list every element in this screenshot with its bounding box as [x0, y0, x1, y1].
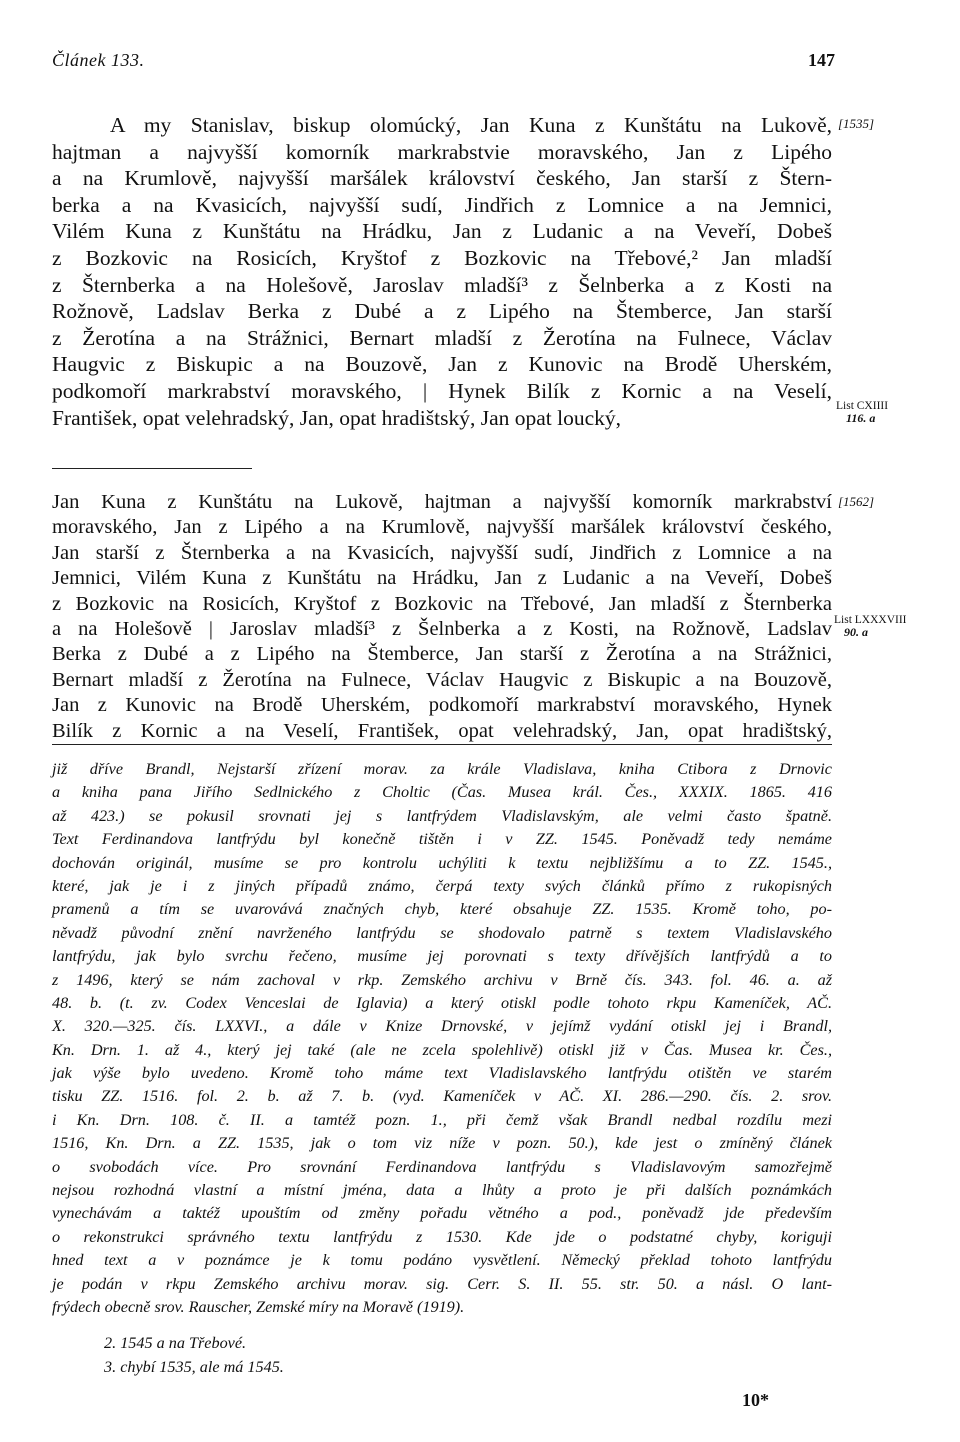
margin-list-sub: 90. a — [844, 625, 868, 639]
text-line: Vilém Kuna z Kunštátu na Hrádku, Jan z Ludanic a na Veveří, Dobeš — [52, 219, 832, 244]
note-line: dochován originál, musíme se pro kontrolu uchýliti k textu nejbližšímu a to ZZ. 1545., — [52, 853, 832, 872]
margin-list-roman: LXXXVIII — [854, 614, 907, 626]
note-line: o rekonstrukci správného textu lantfrýdu z 1530. Kde jde o podstatné chyby, koriguji — [52, 1227, 832, 1246]
note-line: 48. b. (t. zv. Codex Venceslai de Iglavia) a který otiskl podle tohoto rkpu Kameníček, AČ. — [52, 993, 832, 1012]
note-line: frýdech obecně srov. Rauscher, Zemské míry na Moravě (1919). — [52, 1297, 465, 1316]
text-line: Jan starší z Šternberka a na Kvasicích, najvyšší sudí, Jindřich z Lomnice a na — [52, 541, 832, 564]
page-number: 147 — [808, 50, 835, 70]
note-line: o svobodách více. Pro srovnání Ferdinandova lantfrýdu s Vladislavovým samozřejmě — [52, 1157, 832, 1176]
note-line: X. 320.—325. čís. LXXVI., a dále v Knize Drnovské, v jejímž vydání otiskl jej i Brandl, — [52, 1017, 832, 1036]
signature-mark: 10* — [742, 1390, 769, 1410]
note-line: jak výše bylo uvedeno. Kromě toho máme text Vladislavského lantfrýdu otištěn ve starém — [52, 1064, 832, 1083]
note-line: které, jak je i z jiných případů známo, čerpá texty svých článků přímo z rukopisných — [52, 876, 832, 895]
note-line: Text Ferdinandova lantfrýdu byl konečně tištěn i v ZZ. 1545. Poněvadž tedy nemáme — [52, 830, 832, 849]
text-line: Jemnici, Vilém Kuna z Kunštátu na Hrádku, Jan z Ludanic a na Veveří, Dobeš — [52, 567, 832, 590]
paragraph-2 — [52, 490, 832, 744]
text-line: berka a na Kvasicích, najvyšší sudí, Jindřich z Lomnice a na Jemnici, — [52, 192, 832, 217]
text-line: Jan Kuna z Kunštátu na Lukově, hajtman a najvyšší komorník markrabství — [52, 491, 832, 513]
text-line: a na Holešově | Jaroslav mladší³ z Šelnberka a z Kosti, na Rožnově, Ladslav — [52, 617, 832, 640]
note-line: z 1496, který se nám zachoval v rkp. Zemského archivu v Brně čís. 343. fol. 46. a. až — [52, 970, 832, 989]
note-line: i Kn. Drn. 108. č. II. a tamtéž pozn. 1., při čemž však Brandl nedbal rozdílu mezi — [52, 1110, 832, 1129]
note-line: pramenů a tím se uvarovává značných chyb, které obsahuje ZZ. 1535. Kromě toho, po- — [52, 900, 832, 919]
note-line: lantfrýdu, jak bylo svrchu řečeno, musíme jej porovnati s texty dřívějších lantfrýdů a to — [52, 947, 832, 966]
text-line: a na Krumlově, najvyšší maršálek království českého, Jan starší z Štern- — [52, 166, 832, 191]
margin-folio-reference — [836, 400, 888, 424]
text-line: Jan z Kunovic na Brodě Uherském, podkomoří markrabství moravského, Hynek — [52, 694, 832, 717]
note-line: Kn. Drn. 1. až 4., který jej také (ale ne zcela spolehlivě) otiskl již v Čas. Musea kr. Čes., — [52, 1040, 832, 1059]
text-line: z Bozkovic na Rosicích, Kryštof z Bozkovic na Třebové, Jan mladší z Šternberka — [52, 592, 832, 615]
note-line: již dříve Brandl, Nejstarší zřízení morav. za krále Vladislava, kniha Ctibora z Drnovic — [52, 760, 832, 778]
margin-list-label: List — [834, 614, 852, 626]
text-line: A my Stanislav, biskup olomúcký, Jan Kuna z Kunštátu na Lukově, — [110, 113, 832, 137]
footnote-3: 3. chybí 1535, ale má 1545. — [104, 1358, 284, 1376]
margin-year: [1562] — [838, 494, 875, 509]
footnote-divider — [52, 744, 832, 745]
margin-list-roman: CXIIII — [856, 400, 889, 412]
paragraph-1 — [52, 112, 832, 431]
note-line: hned text a v poznámce je k tomu podáno vysvětlení. Německý překlad tohoto lantfrýdu — [52, 1251, 832, 1270]
text-line: Bilík z Kornic a na Veselí, František, opat velehradský, Jan, opat hradištský, — [52, 719, 832, 742]
text-line: Rožnově, Ladslav Berka z Dubé a z Lipého na Štemberce, Jan starší — [52, 299, 832, 324]
note-line: je podán v rkpu Zemského archivu morav. sig. Cerr. S. II. 55. str. 50. a násl. O lant- — [52, 1274, 832, 1293]
text-line: hajtman a najvyšší komorník markrabstvie moravského, Jan z Lipého — [52, 139, 832, 164]
note-line: vynechávám a taktéž upouštím od změny pořadu větného a pod., poněvadž jde především — [52, 1204, 832, 1223]
text-line: Haugvic z Biskupic a na Bouzově, Jan z Kunovic na Brodě Uherském, — [52, 352, 832, 377]
margin-year: [1535] — [838, 116, 875, 131]
text-line: z Žerotína a na Strážnici, Bernart mladší z Žerotína na Fulnece, Václav — [52, 325, 832, 350]
text-line: podkomoří markrabství moravského, | Hynek Bilík z Kornic a na Veselí, — [52, 378, 832, 403]
note-line: něvadž původní znění navrženého lantfrýdu se shodovalo patrně s textem Vladislavského — [52, 923, 832, 942]
note-line: 1516, Kn. Drn. a ZZ. 1535, jak o tom viz níže v pozn. 50.), kde jest o zmíněný článek — [52, 1134, 832, 1153]
note-line: a kniha pana Jiřího Sedlnického z Choltic (Čas. Musea král. Čes., XXXIX. 1865. 416 — [52, 783, 832, 802]
running-header: Článek 133. — [52, 50, 145, 70]
margin-folio-reference — [834, 614, 907, 638]
margin-list-label: List — [836, 400, 854, 412]
footnote-block — [52, 758, 832, 1319]
margin-list-sub: 116. a — [846, 411, 876, 425]
note-line: až 423.) se pokusil srovnati jej s lantfrýdem Vladislavským, ale velmi často špatně. — [52, 806, 832, 825]
text-line: Bernart mladší z Žerotína na Fulnece, Václav Haugvic z Biskupic a na Bouzově, — [52, 668, 832, 691]
text-line: z Bozkovic na Rosicích, Kryštof z Bozkovic na Třebové,² Jan mladší — [52, 245, 832, 270]
text-line: z Šternberka a na Holešově, Jaroslav mladší³ z Šelnberka a z Kosti na — [52, 272, 832, 297]
footnote-2: 2. 1545 a na Třebové. — [104, 1334, 247, 1352]
section-divider — [52, 468, 252, 469]
text-line: moravského, Jan z Lipého a na Krumlově, najvyšší maršálek království českého, — [52, 516, 832, 539]
text-line: Berka z Dubé a z Lipého na Štemberce, Jan starší z Žerotína a na Strážnici, — [52, 643, 832, 666]
note-line: nejsou rozhodná vlastní a místní jména, data a lhůty a proto je při dalších poznámkách — [52, 1181, 832, 1200]
note-line: tisku ZZ. 1516. fol. 2. b. až 7. b. (vyd. Kameníček v AČ. XI. 286.—290. čís. 2. srov. — [52, 1087, 832, 1106]
text-line: František, opat velehradský, Jan, opat hradištský, Jan opat loucký, — [52, 405, 622, 430]
